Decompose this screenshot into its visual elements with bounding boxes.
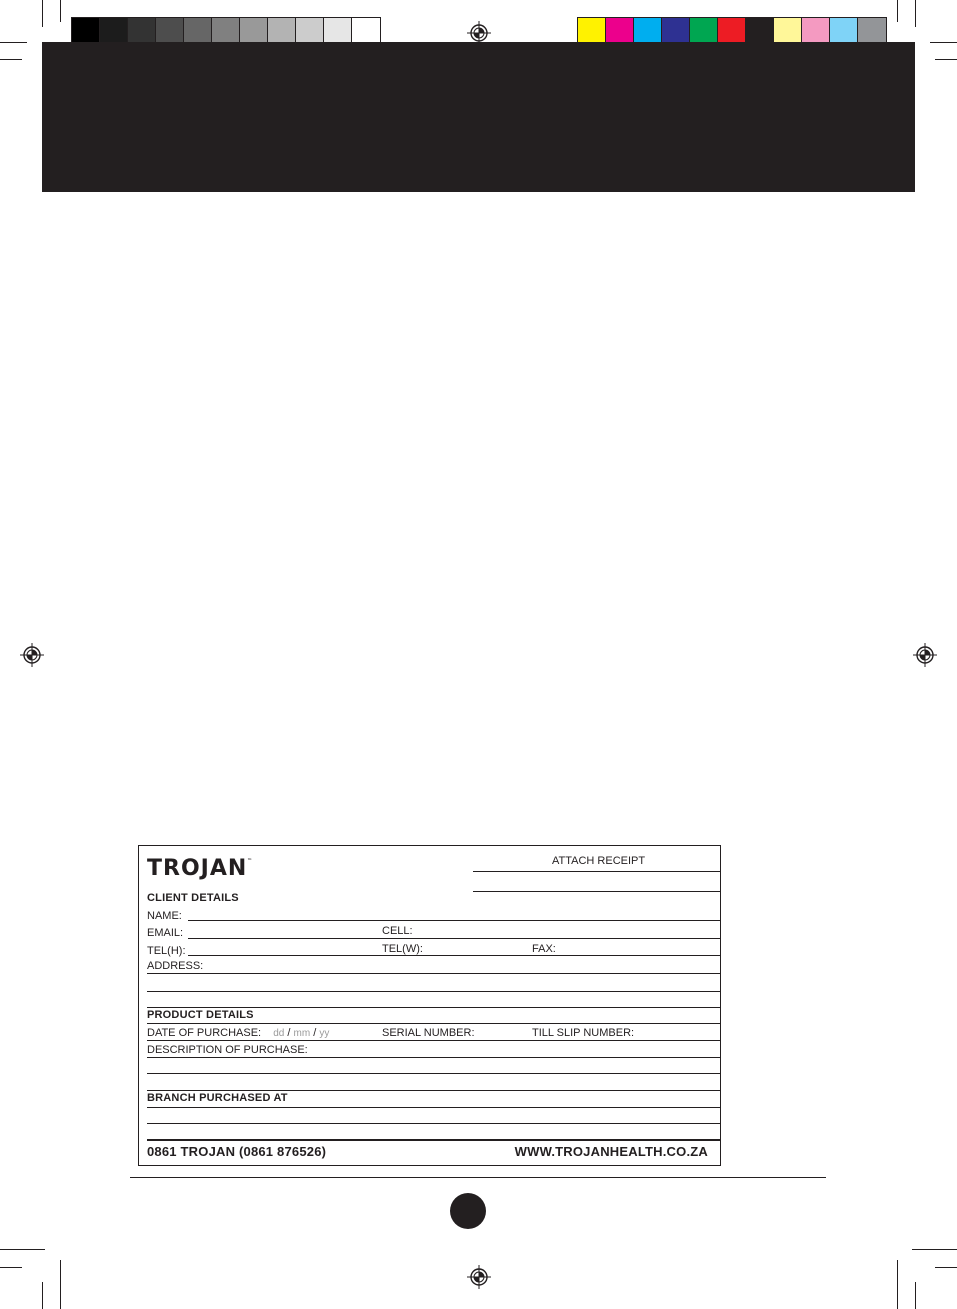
client-details-title: CLIENT DETAILS: [147, 892, 239, 904]
color-swatch: [324, 18, 352, 45]
fax-label: FAX:: [532, 943, 556, 955]
crop-mark: [0, 1249, 45, 1250]
header-band: [42, 42, 915, 192]
crop-mark: [0, 59, 22, 60]
address-field[interactable]: [147, 991, 721, 992]
crop-mark: [0, 1267, 22, 1268]
date-yy-hint: yy: [319, 1028, 330, 1039]
color-swatch: [240, 18, 268, 45]
color-swatch: [156, 18, 184, 45]
color-swatch: [830, 18, 858, 45]
cell-label: CELL:: [382, 925, 413, 937]
email-label: EMAIL:: [147, 927, 184, 939]
section-divider: [147, 1023, 721, 1024]
till-slip-label: TILL SLIP NUMBER:: [532, 1027, 635, 1039]
color-swatch: [128, 18, 156, 45]
crop-mark: [897, 0, 898, 22]
address-field[interactable]: [147, 1007, 721, 1008]
crop-mark: [915, 0, 916, 27]
crop-mark: [60, 0, 61, 22]
color-swatch: [578, 18, 606, 45]
receipt-line: [473, 871, 721, 872]
email-field[interactable]: [188, 938, 721, 939]
name-field[interactable]: [188, 920, 721, 921]
address-field[interactable]: [147, 973, 721, 974]
crop-mark: [0, 42, 27, 43]
color-swatch: [802, 18, 830, 45]
description-field[interactable]: [147, 1073, 721, 1074]
registration-target-icon: [913, 643, 937, 667]
crop-mark: [915, 1282, 916, 1309]
color-swatch: [352, 18, 380, 45]
website-link[interactable]: WWW.TROJANHEALTH.CO.ZA: [514, 1144, 708, 1159]
purchase-field[interactable]: [147, 1040, 721, 1041]
trojan-logo: TROJAN™: [147, 856, 254, 881]
date-dd-hint: dd: [273, 1028, 285, 1039]
color-swatch: [100, 18, 128, 45]
registration-target-icon: [467, 1265, 491, 1289]
crop-mark: [930, 42, 957, 43]
color-swatch: [690, 18, 718, 45]
section-divider: [147, 1139, 721, 1141]
color-swatch: [662, 18, 690, 45]
branch-field[interactable]: [147, 1123, 721, 1124]
crop-mark: [897, 1260, 898, 1309]
date-of-purchase-label: DATE OF PURCHASE: dd / mm / yy: [147, 1027, 330, 1039]
section-divider: [147, 1107, 721, 1108]
date-mm-hint: mm: [293, 1028, 311, 1039]
crop-mark: [935, 59, 957, 60]
receipt-line: [473, 891, 721, 892]
registration-target-icon: [20, 643, 44, 667]
description-label: DESCRIPTION OF PURCHASE:: [147, 1044, 308, 1056]
color-swatch: [212, 18, 240, 45]
serial-number-label: SERIAL NUMBER:: [382, 1027, 475, 1039]
crop-mark: [42, 0, 43, 27]
description-field[interactable]: [147, 1057, 721, 1058]
color-swatch: [858, 18, 886, 45]
color-swatch: [774, 18, 802, 45]
attach-receipt-label: ATTACH RECEIPT: [552, 855, 646, 867]
branch-title: BRANCH PURCHASED AT: [147, 1092, 288, 1104]
crop-mark: [60, 1260, 61, 1309]
product-details-title: PRODUCT DETAILS: [147, 1009, 254, 1021]
warranty-card: [138, 845, 721, 1166]
color-swatch: [718, 18, 746, 45]
tel-h-label: TEL(H):: [147, 945, 186, 957]
color-swatch: [296, 18, 324, 45]
color-swatch: [746, 18, 774, 45]
color-swatch: [268, 18, 296, 45]
color-swatch: [606, 18, 634, 45]
name-label: NAME:: [147, 910, 182, 922]
page-footer-rule: [130, 1177, 826, 1178]
page-number-marker: [450, 1193, 486, 1229]
crop-mark: [912, 1249, 957, 1250]
crop-mark: [42, 1282, 43, 1309]
tel-w-label: TEL(W):: [382, 943, 423, 955]
description-field[interactable]: [147, 1090, 721, 1091]
crop-mark: [935, 1267, 957, 1268]
support-phone: 0861 TROJAN (0861 876526): [147, 1144, 327, 1159]
registration-target-icon: [467, 21, 491, 45]
color-swatch: [72, 18, 100, 45]
color-swatch: [184, 18, 212, 45]
color-swatch: [634, 18, 662, 45]
address-label: ADDRESS:: [147, 960, 204, 972]
tel-field[interactable]: [188, 955, 721, 956]
